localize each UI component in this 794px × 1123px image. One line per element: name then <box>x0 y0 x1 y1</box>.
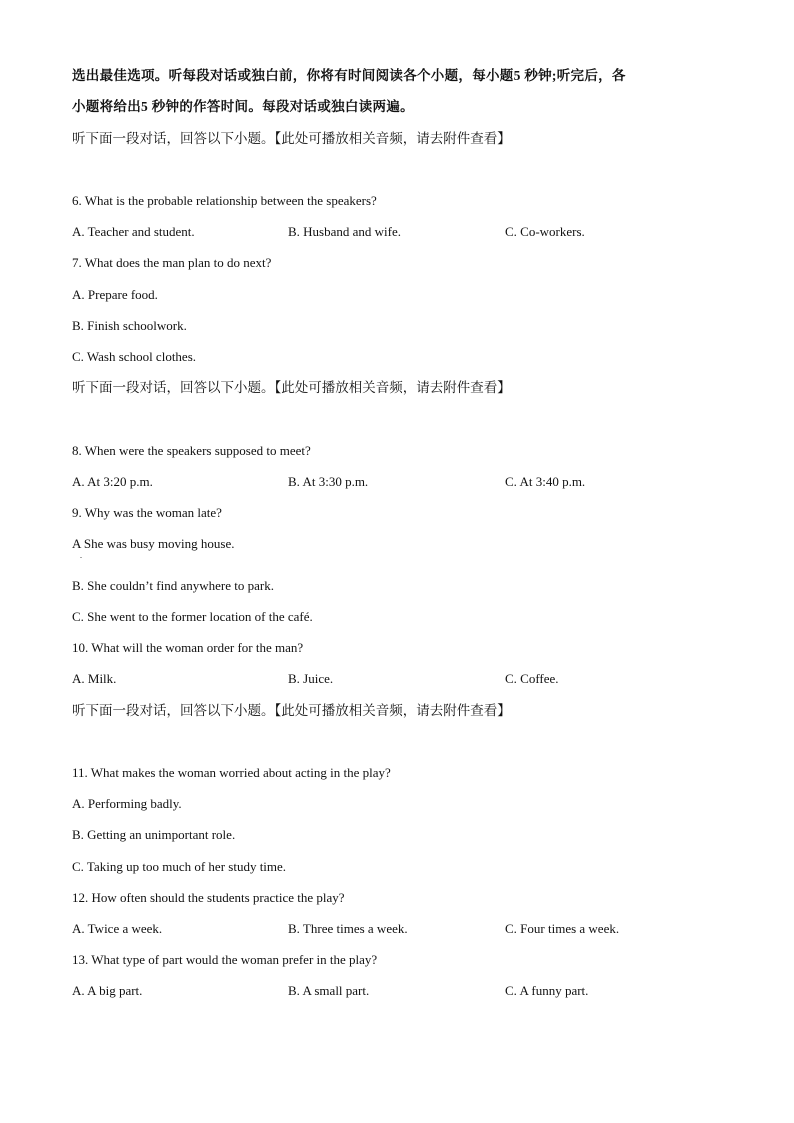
question-12: 12. How often should the students practice the play? <box>72 890 345 905</box>
instructions-line-2: 小题将给出5 秒钟的作答时间。每段对话或独白读两遍。 <box>72 99 414 114</box>
question-6-option-c: C. Co-workers. <box>505 224 585 239</box>
question-6-option-a: A. Teacher and student. <box>72 224 195 239</box>
question-7-option-a: A. Prepare food. <box>72 287 158 302</box>
question-8-option-b: B. At 3:30 p.m. <box>288 474 369 489</box>
question-13-option-a: A. A big part. <box>72 983 143 998</box>
question-11: 11. What makes the woman worried about acting in the play? <box>72 765 391 780</box>
question-8-option-a: A. At 3:20 p.m. <box>72 474 153 489</box>
question-10: 10. What will the woman order for the man? <box>72 640 304 655</box>
question-9-option-b: B. She couldn’t find anywhere to park. <box>72 578 274 593</box>
question-10-option-a: A. Milk. <box>72 671 117 686</box>
question-10-option-b: B. Juice. <box>288 671 334 686</box>
instructions-line-1: 选出最佳选项。听每段对话或独白前，你将有时间阅读各个小题，每小题5 秒钟;听完后，各 <box>72 68 626 83</box>
question-7: 7. What does the man plan to do next? <box>72 255 272 270</box>
section-note: 听下面一段对话，回答以下小题。【此处可播放相关音频，请去附件查看】 <box>72 131 511 146</box>
question-11-option-c: C. Taking up too much of her study time. <box>72 859 287 874</box>
question-8-option-c: C. At 3:40 p.m. <box>505 474 586 489</box>
question-9-option-a: A She was busy moving house. <box>72 536 235 551</box>
question-13: 13. What type of part would the woman prefer in the play? <box>72 952 378 967</box>
question-8: 8. When were the speakers supposed to meet? <box>72 443 311 458</box>
stray-dot: . <box>80 551 82 560</box>
question-7-option-c: C. Wash school clothes. <box>72 349 197 364</box>
question-12-option-a: A. Twice a week. <box>72 921 163 936</box>
question-6-option-b: B. Husband and wife. <box>288 224 402 239</box>
section-note: 听下面一段对话，回答以下小题。【此处可播放相关音频，请去附件查看】 <box>72 380 511 395</box>
question-9-option-c: C. She went to the former location of the café. <box>72 609 313 624</box>
section-note: 听下面一段对话，回答以下小题。【此处可播放相关音频，请去附件查看】 <box>72 703 511 718</box>
question-11-option-a: A. Performing badly. <box>72 796 182 811</box>
question-6: 6. What is the probable relationship between the speakers? <box>72 193 377 208</box>
question-13-option-b: B. A small part. <box>288 983 370 998</box>
question-11-option-b: B. Getting an unimportant role. <box>72 827 236 842</box>
question-13-option-c: C. A funny part. <box>505 983 589 998</box>
question-12-option-b: B. Three times a week. <box>288 921 408 936</box>
question-10-option-c: C. Coffee. <box>505 671 559 686</box>
question-9: 9. Why was the woman late? <box>72 505 222 520</box>
question-12-option-c: C. Four times a week. <box>505 921 620 936</box>
question-7-option-b: B. Finish schoolwork. <box>72 318 187 333</box>
